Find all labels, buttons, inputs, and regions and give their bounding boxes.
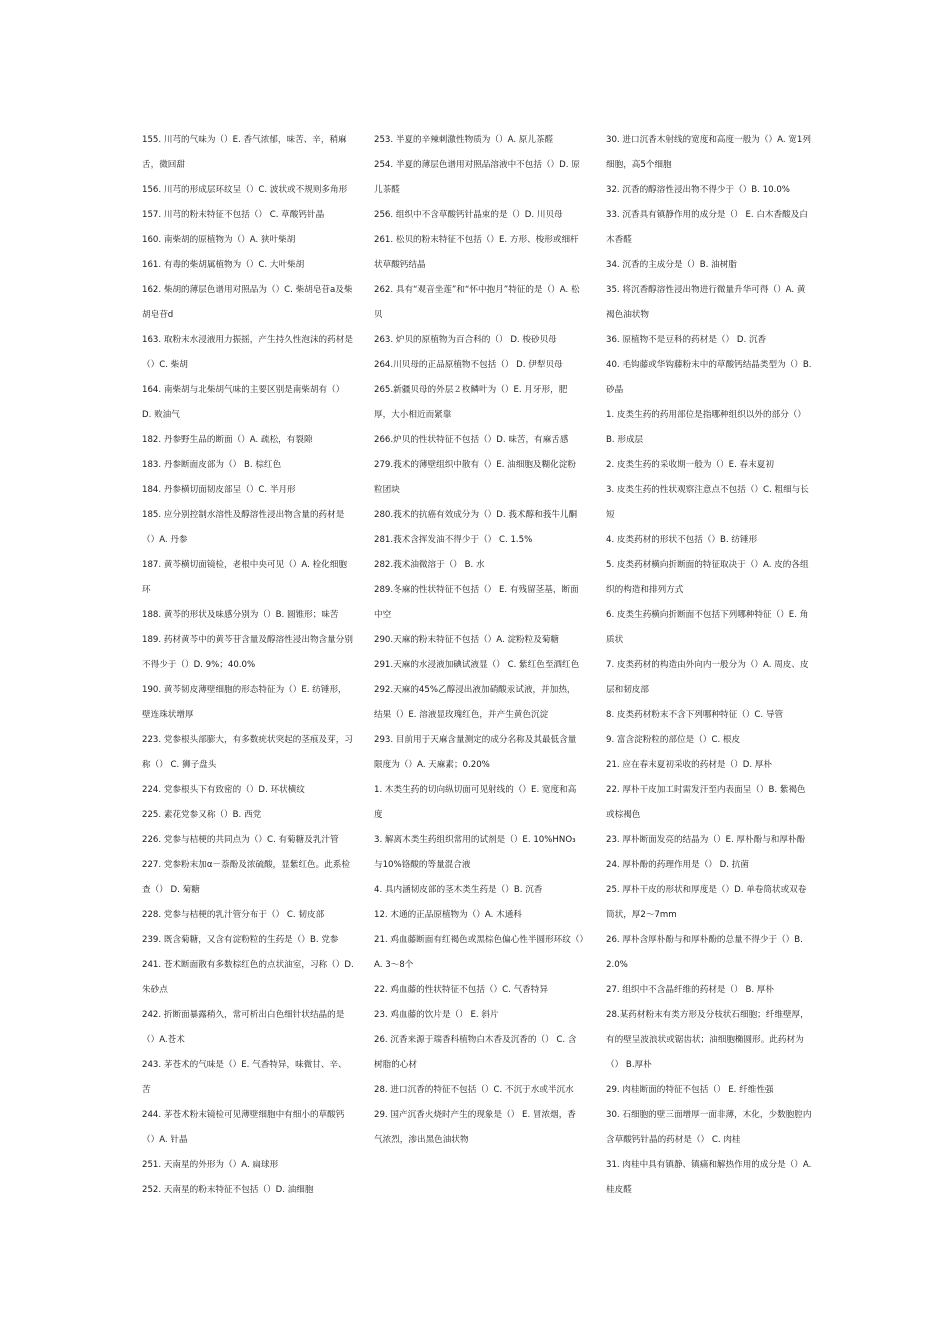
question-item: 157. 川芎的粉末特征不包括（） C. 草酸钙针晶	[142, 210, 325, 220]
question-item: 290.天麻的粉末特征不包括（）A. 淀粉粒及菊糖	[374, 635, 560, 645]
question-item: 291.天麻的水浸液加碘试液显（） C. 紫红色至酒红色	[374, 660, 580, 670]
question-item: 33. 沉香具有镇静作用的成分是（） E. 白木香酸及白木香醛	[606, 210, 808, 245]
question-item: 242. 折断面暴露稍久，常可析出白色细针状结晶的是（）A.苍术	[142, 1010, 345, 1045]
question-item: 22. 鸡血藤的性状特征不包括（）C. 气香特异	[374, 985, 548, 995]
question-item: 289.冬麻的性状特征不包括（） E. 有残留茎基，断面中空	[374, 585, 579, 620]
question-item: 40. 毛钩藤或华钩藤粉末中的草酸钙结晶类型为（）B. 砂晶	[606, 360, 812, 395]
question-item: 156. 川芎的形成层环纹呈（）C. 波状或不规则多角形	[142, 185, 348, 195]
question-item: 8. 皮类药材粉末不含下列哪种特征（）C. 导管	[606, 710, 784, 720]
question-item: 263. 炉贝的原植物为百合科的（） D. 梭砂贝母	[374, 335, 557, 345]
question-item: 24. 厚朴酚的药理作用是（） D. 抗菌	[606, 860, 749, 870]
question-item: 282.莪术油微溶于（） B. 水	[374, 560, 485, 570]
question-item: 23. 鸡血藤的饮片是（） E. 斜片	[374, 1010, 499, 1020]
question-item: 30. 进口沉香木射线的宽度和高度一般为（）A. 宽1列细胞，高5个细胞	[606, 135, 811, 170]
question-item: 293. 目前用于天麻含量测定的成分名称及其最低含量限度为（）A. 天麻素；0.20%	[374, 735, 577, 770]
question-item: 32. 沉香的醇溶性浸出物不得少于（）B. 10.0%	[606, 185, 790, 195]
text-column-right	[606, 128, 812, 1203]
question-item: 228. 党参与桔梗的乳汁管分布于（） C. 韧皮部	[142, 910, 325, 920]
question-item: 6. 皮类生药横向折断面不包括下列哪种特征（）E. 角质状	[606, 610, 809, 645]
question-item: 182. 丹参野生品的断面（）A. 疏松，有裂隙	[142, 435, 313, 445]
question-item: 243. 茅苍术的气味是（）E. 气香特异，味微甘、辛、苦	[142, 1060, 347, 1095]
question-item: 35. 将沉香醇溶性浸出物进行微量升华可得（）A. 黄褐色油状物	[606, 285, 806, 320]
question-item: 261. 松贝的粉末特征不包括（）E. 方形、梭形或细杆状草酸钙结晶	[374, 235, 579, 270]
question-item: 226. 党参与桔梗的共同点为（）C. 有菊糖及乳汁管	[142, 835, 339, 845]
question-item: 279.莪术的薄壁组织中散有（）E. 油细胞及糊化淀粉粒团块	[374, 460, 576, 495]
question-item: 161. 有毒的柴胡属植物为（）C. 大叶柴胡	[142, 260, 305, 270]
question-item: 2. 皮类生药的采收期一般为（）E. 春末夏初	[606, 460, 774, 470]
question-item: 251. 天南星的外形为（）A. 扁球形	[142, 1160, 279, 1170]
question-item: 227. 党参粉末加α－萘酚及浓硫酸，显紫红色。此系检查（） D. 菊糖	[142, 860, 351, 895]
question-item: 225. 素花党参又称（）B. 西党	[142, 810, 262, 820]
question-item: 28.某药材粉末有类方形及分枝状石细胞；纤维壁厚，有的壁呈波浪状或锯齿状；油细胞椭圆形。此药材为（） B.厚朴	[606, 1010, 809, 1070]
question-item: 252. 天南星的粉末特征不包括（）D. 油细胞	[142, 1185, 314, 1195]
question-item: 265.新疆贝母的外层２枚鳞叶为（）E. 月牙形，肥厚，大小相近而紧靠	[374, 385, 568, 420]
question-item: 34. 沉香的主成分是（）B. 油树脂	[606, 260, 737, 270]
question-item: 31. 肉桂中具有镇静、镇痛和解热作用的成分是（）A. 桂皮醛	[606, 1160, 812, 1195]
question-item: 262. 具有“观音坐莲”和“怀中抱月”特征的是（）A. 松贝	[374, 285, 580, 320]
question-item: 3. 皮类生药的性状观察注意点不包括（）C. 粗细与长短	[606, 485, 809, 520]
question-item: 183. 丹参断面皮部为（） B. 棕红色	[142, 460, 282, 470]
question-item: 29. 肉桂断面的特征不包括（） E. 纤维性强	[606, 1085, 774, 1095]
question-item: 155. 川芎的气味为（）E. 香气浓郁，味苦、辛，稍麻舌，微回甜	[142, 135, 347, 170]
question-item: 223. 党参根头部膨大，有多数疣状突起的茎痕及芽，习称（） C. 狮子盘头	[142, 735, 353, 770]
question-item: 21. 鸡血藤断面有红褐色或黑棕色偏心性半圆形环纹（）A. 3～8个	[374, 935, 584, 970]
question-item: 21. 应在春末夏初采收的药材是（）D. 厚朴	[606, 760, 772, 770]
question-item: 23. 厚朴断面发亮的结晶为（）E. 厚朴酚与和厚朴酚	[606, 835, 806, 845]
question-item: 26. 厚朴含厚朴酚与和厚朴酚的总量不得少于（）B. 2.0%	[606, 935, 803, 970]
question-item: 280.莪术的抗癌有效成分为（）D. 莪术醇和莪牛儿酮	[374, 510, 578, 520]
question-item: 162. 柴胡的薄层色谱用对照品为（）C. 柴胡皂苷a及柴胡皂苷d	[142, 285, 353, 320]
question-item: 3. 解离木类生药组织常用的试剂是（）E. 10%HNO₃与10%铬酸的等量混合液	[374, 835, 576, 870]
question-item: 187. 黄芩横切面镜检，老根中央可见（）A. 栓化细胞环	[142, 560, 347, 595]
question-item: 29. 国产沉香火烧时产生的现象是（） E. 冒浓烟，香气浓烈，渗出黑色油状物	[374, 1110, 576, 1145]
question-item: 244. 茅苍术粉末镜检可见薄壁细胞中有细小的草酸钙（）A. 针晶	[142, 1110, 345, 1145]
question-item: 25. 厚朴干皮的形状和厚度是（）D. 单卷筒状或双卷筒状，厚2～7mm	[606, 885, 807, 920]
question-item: 30. 石细胞的壁三面增厚一面非薄，木化，少数胞腔内含草酸钙针晶的药材是（） C. 肉桂	[606, 1110, 812, 1145]
question-item: 27. 组织中不含晶纤维的药材是（） B. 厚朴	[606, 985, 774, 995]
question-item: 292.天麻的45%乙醇浸出液加硝酸汞试液，并加热，结果（）E. 溶液显玫瑰红色，并产生黄色沉淀	[374, 685, 576, 720]
question-item: 188. 黄芩的形状及味感分别为（）B. 圆锥形；味苦	[142, 610, 339, 620]
question-item: 164. 南柴胡与北柴胡气味的主要区别是南柴胡有（） D. 败油气	[142, 385, 345, 420]
question-item: 189. 药材黄芩中的黄芩苷含量及醇溶性浸出物含量分别不得少于（）D. 9%；40.0%	[142, 635, 353, 670]
question-item: 190. 黄芩韧皮薄壁细胞的形态特征为（）E. 纺锤形，壁连珠状增厚	[142, 685, 347, 720]
question-item: 1. 皮类生药的药用部位是指哪种组织以外的部分（）B. 形成层	[606, 410, 806, 445]
question-item: 12. 木通的正品原植物为（）A. 木通科	[374, 910, 522, 920]
question-item: 28. 进口沉香的特征不包括（）C. 不沉于水或半沉水	[374, 1085, 574, 1095]
question-item: 160. 南柴胡的原植物为（）A. 狭叶柴胡	[142, 235, 296, 245]
question-item: 36. 原植物不是豆科的药材是（） D. 沉香	[606, 335, 767, 345]
question-item: 9. 富含淀粉粒的部位是（）C. 根皮	[606, 735, 741, 745]
question-item: 185. 应分别控制水溶性及醇溶性浸出物含量的药材是（）A. 丹参	[142, 510, 345, 545]
question-item: 254. 半夏的薄层色谱用对照品溶液中不包括（）D. 原儿茶醛	[374, 160, 580, 195]
question-item: 4. 具内涵韧皮部的茎木类生药是（）B. 沉香	[374, 885, 543, 895]
question-item: 224. 党参根头下有致密的（）D. 环状横纹	[142, 785, 305, 795]
question-item: 266.炉贝的性状特征不包括（）D. 味苦，有麻舌感	[374, 435, 569, 445]
question-item: 281.莪术含挥发油不得少于（） C. 1.5%	[374, 535, 533, 545]
question-item: 163. 取粉末水浸液用力振摇，产生持久性泡沫的药材是（）C. 柴胡	[142, 335, 353, 370]
question-item: 1. 木类生药的切向纵切面可见射线的（）E. 宽度和高度	[374, 785, 577, 820]
question-item: 22. 厚朴干皮加工时需发汗至内表面呈（）B. 紫褐色或棕褐色	[606, 785, 806, 820]
question-item: 7. 皮类药材的构造由外向内一般分为（）A. 周皮、皮层和韧皮部	[606, 660, 809, 695]
question-item: 253. 半夏的辛辣刺激性物质为（）A. 原儿茶醛	[374, 135, 554, 145]
question-item: 241. 苍术断面散有多数棕红色的点状油室，习称（）D. 朱砂点	[142, 960, 354, 995]
question-item: 4. 皮类药材的形状不包括（）B. 纺锤形	[606, 535, 758, 545]
text-column-left	[142, 128, 354, 1203]
question-item: 184. 丹参横切面韧皮部呈（）C. 半月形	[142, 485, 296, 495]
question-item: 264.川贝母的正品原植物不包括（） D. 伊犁贝母	[374, 360, 563, 370]
question-item: 5. 皮类药材横向折断面的特征取决于（）A. 皮的各组织的构造和排列方式	[606, 560, 809, 595]
question-item: 239. 既含菊糖，又含有淀粉粒的生药是（）B. 党参	[142, 935, 339, 945]
question-item: 26. 沉香来源于瑞香科植物白木香及沉香的（） C. 含树脂的心材	[374, 1035, 577, 1070]
text-column-middle	[374, 128, 584, 1153]
question-item: 256. 组织中不含草酸钙针晶束的是（）D. 川贝母	[374, 210, 563, 220]
